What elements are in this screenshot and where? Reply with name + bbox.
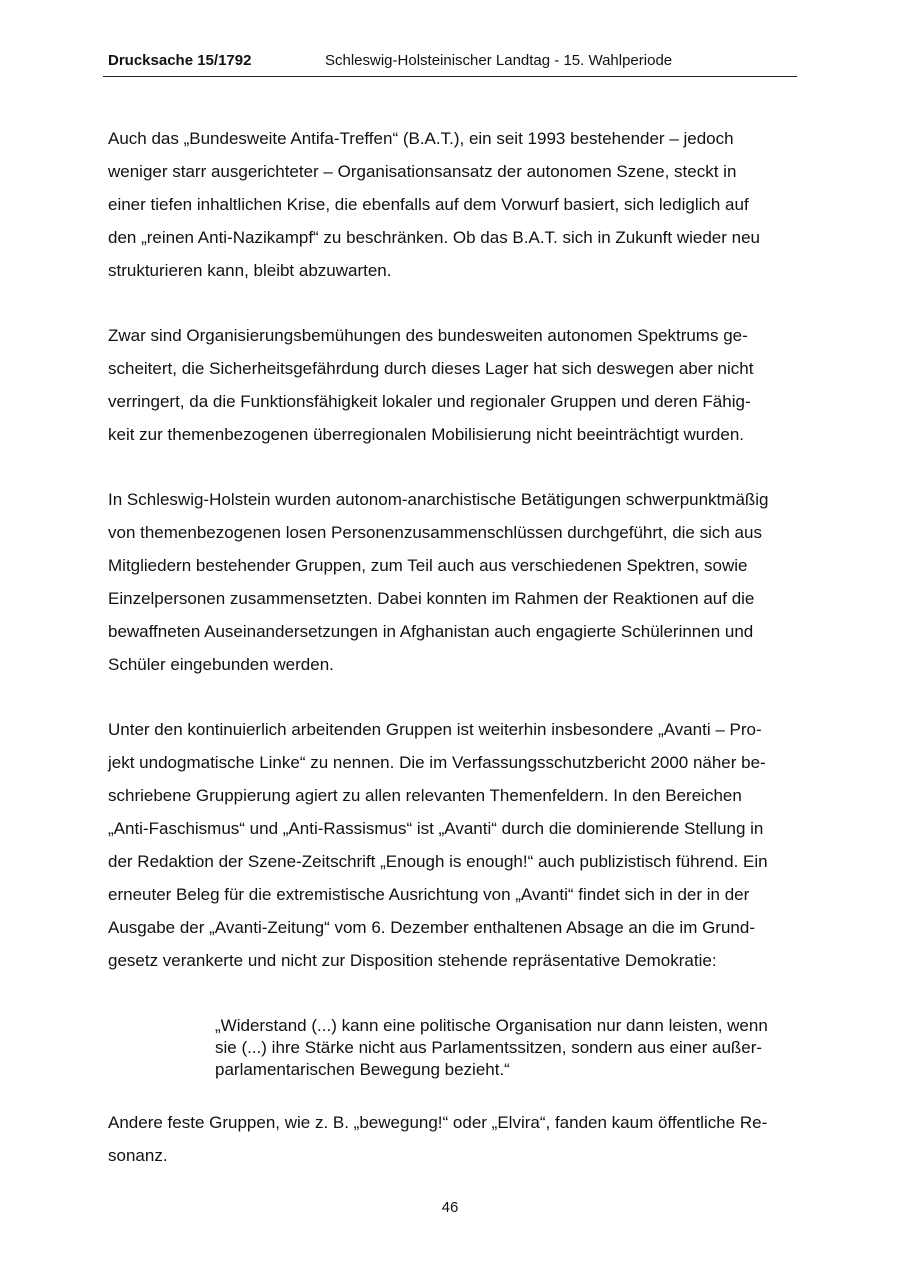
text-line: Auch das „Bundesweite Antifa-Treffen“ (B.A.T.), ein seit 1993 bestehender – jedoch [108, 129, 734, 148]
text-line: keit zur themenbezogenen überregionalen Mobilisierung nicht beeinträchtigt wurden. [108, 425, 745, 444]
text-line: scheitert, die Sicherheitsgefährdung durch dieses Lager hat sich deswegen aber nicht [108, 359, 754, 378]
text-line: Unter den kontinuierlich arbeitenden Gruppen ist weiterhin insbesondere „Avanti – Pro- [108, 720, 762, 739]
page-number: 46 [441, 1199, 459, 1216]
text-line: den „reinen Anti-Nazikampf“ zu beschränken. Ob das B.A.T. sich in Zukunft wieder neu [108, 228, 760, 247]
text-line: weniger starr ausgerichteter – Organisationsansatz der autonomen Szene, steckt in [108, 162, 737, 181]
text-line: verringert, da die Funktionsfähigkeit lokaler und regionaler Gruppen und deren Fähig- [108, 392, 751, 411]
text-line: strukturieren kann, bleibt abzuwarten. [108, 261, 392, 280]
page-header [103, 52, 797, 77]
text-line: bewaffneten Auseinandersetzungen in Afghanistan auch engagierte Schülerinnen und [108, 622, 754, 641]
text-line: sonanz. [108, 1146, 168, 1165]
text-line: Mitgliedern bestehender Gruppen, zum Teil auch aus verschiedenen Spektren, sowie [108, 556, 748, 575]
document-number: Drucksache 15/1792 [108, 52, 252, 69]
text-line: der Redaktion der Szene-Zeitschrift „Enough is enough!“ auch publizistisch führend. Ein [108, 852, 768, 871]
quote-line: „Widerstand (...) kann eine politische Organisation nur dann leisten, wenn [215, 1016, 768, 1035]
document-title: Schleswig-Holsteinischer Landtag - 15. Wahlperiode [325, 52, 673, 69]
text-line: erneuter Beleg für die extremistische Ausrichtung von „Avanti“ findet sich in der in der [108, 885, 750, 904]
text-line: Ausgabe der „Avanti-Zeitung“ vom 6. Dezember enthaltenen Absage an die im Grund- [108, 918, 755, 937]
text-line: schriebene Gruppierung agiert zu allen relevanten Themenfeldern. In den Bereichen [108, 786, 742, 805]
text-line: einer tiefen inhaltlichen Krise, die ebenfalls auf dem Vorwurf basiert, sich lediglich auf [108, 195, 749, 214]
text-line: von themenbezogenen losen Personenzusammenschlüssen durchgeführt, die sich aus [108, 523, 762, 542]
text-line: gesetz verankerte und nicht zur Disposition stehende repräsentative Demokratie: [108, 951, 717, 970]
text-line: Zwar sind Organisierungsbemühungen des bundesweiten autonomen Spektrums ge- [108, 326, 748, 345]
text-line: Schüler eingebunden werden. [108, 655, 334, 674]
text-line: Einzelpersonen zusammensetzten. Dabei konnten im Rahmen der Reaktionen auf die [108, 589, 755, 608]
text-line: jekt undogmatische Linke“ zu nennen. Die im Verfassungsschutzbericht 2000 näher be- [108, 753, 766, 772]
text-line: Andere feste Gruppen, wie z. B. „bewegung!“ oder „Elvira“, fanden kaum öffentliche Re- [108, 1113, 768, 1132]
text-line: In Schleswig-Holstein wurden autonom-anarchistische Betätigungen schwerpunktmäßig [108, 490, 769, 509]
text-line: „Anti-Faschismus“ und „Anti-Rassismus“ ist „Avanti“ durch die dominierende Stellung in [108, 819, 764, 838]
quote-line: sie (...) ihre Stärke nicht aus Parlamentssitzen, sondern aus einer außer- [215, 1038, 763, 1057]
quote-line: parlamentarischen Bewegung bezieht.“ [215, 1060, 510, 1079]
